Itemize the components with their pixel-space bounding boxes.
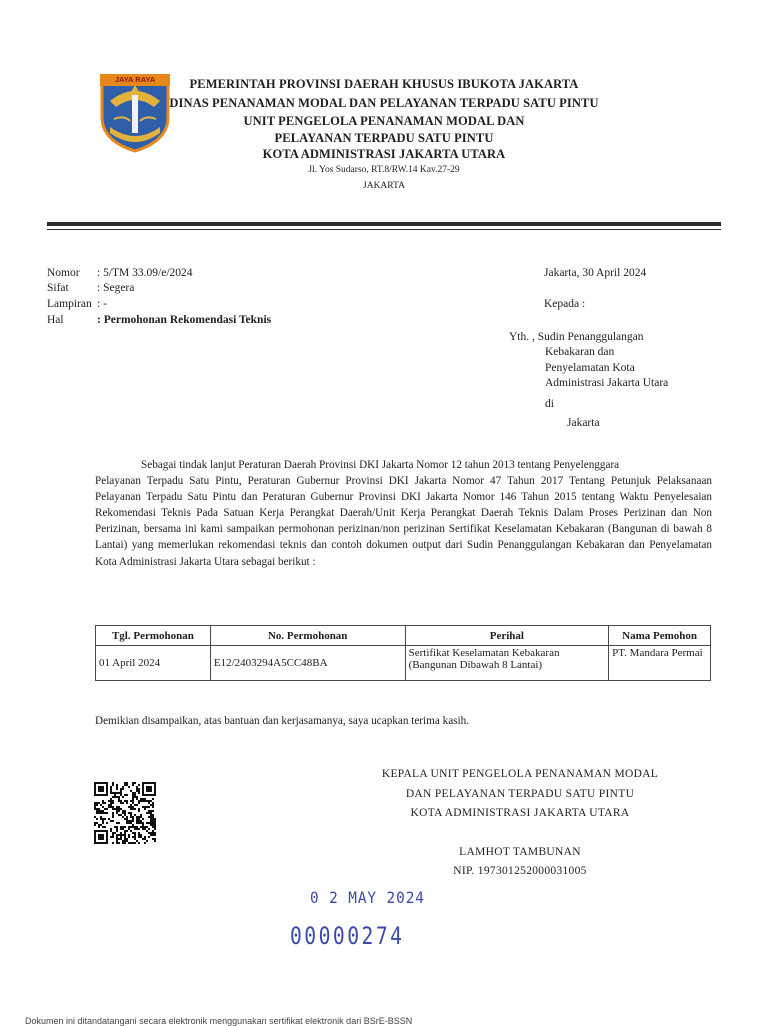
header-line-1: PEMERINTAH PROVINSI DAERAH KHUSUS IBUKOTA JAKARTA — [189, 77, 579, 91]
sifat-value: : Segera — [97, 282, 135, 294]
nomor-label: Nomor — [47, 267, 80, 279]
recipient-yth: Yth. , Sudin Penanggulangan — [509, 331, 644, 343]
recipient-line-1: Kebakaran dan — [545, 346, 615, 358]
header-line-3: UNIT PENGELOLA PENANAMAN MODAL DAN — [243, 114, 525, 128]
header-no: No. Permohonan — [210, 626, 405, 646]
header-line-2: DINAS PENANAMAN MODAL DAN PELAYANAN TERPADU SATU PINTU — [169, 96, 599, 110]
lampiran-value: : - — [97, 298, 107, 310]
nomor-value: : 5/TM 33.09/e/2024 — [97, 267, 193, 279]
table-row — [96, 646, 711, 681]
recipient-kepada: Kepada : — [544, 298, 586, 310]
logo-lettering: JAYA RAYA — [114, 75, 156, 84]
signature-line-1: KEPALA UNIT PENGELOLA PENANAMAN MODAL — [381, 768, 659, 780]
body-paragraph-first: Sebagai tindak lanjut Peraturan Daerah Provinsi DKI Jakarta Nomor 12 tahun 2013 tentang Penyelenggara — [141, 459, 620, 471]
sifat-label: Sifat — [47, 282, 69, 294]
lampiran-label: Lampiran — [47, 298, 92, 310]
hal-label: Hal — [47, 314, 64, 326]
received-date-stamp: 0 2 MAY 2024 — [310, 888, 425, 907]
signer-name: LAMHOT TAMBUNAN — [459, 846, 581, 858]
recipient-di: di — [545, 398, 554, 410]
qr-code — [94, 782, 156, 844]
header-tgl: Tgl. Permohonan — [96, 626, 211, 646]
recipient-line-3: Administrasi Jakarta Utara — [545, 377, 669, 389]
cell-nama: PT. Mandara Permai — [609, 646, 711, 681]
cell-perihal: Sertifikat Keselamatan Kebakaran (Bangunan Dibawah 8 Lantai) — [405, 646, 609, 681]
hal-value: : Permohonan Rekomendasi Teknis — [97, 314, 272, 326]
letter-date: Jakarta, 30 April 2024 — [544, 267, 647, 279]
table-header-row — [96, 626, 711, 646]
header-address: Jl. Yos Sudarso, RT.8/RW.14 Kav.27-29 — [308, 165, 460, 175]
closing-text: Demikian disampaikan, atas bantuan dan kerjasamanya, saya ucapkan terima kasih. — [95, 715, 470, 727]
header-rule-thin — [47, 229, 721, 230]
cell-tgl: 01 April 2024 — [96, 646, 211, 681]
recipient-place: Jakarta — [567, 417, 600, 429]
header-perihal: Perihal — [405, 626, 609, 646]
body-paragraph — [95, 457, 712, 570]
received-number-stamp: 00000274 — [290, 922, 405, 950]
body-paragraph-rest: Pelayanan Terpadu Satu Pintu, Peraturan Gubernur Provinsi DKI Jakarta Nomor 47 Tahun 2017 Tentang Petunjuk Pelaksanaan Pelayanan Terpadu Satu Pintu dan Peraturan Gubernur Provinsi DKI Jakarta Nomor 146 Tahun 2015 tentang Waktu Penyelesaian Rekomendasi Teknis Pada Satuan Kerja Perangkat Daerah/Unit Kerja Perangkat Daerah Teknis Dalam Proses Perizinan dan Non Perizinan, bersama ini kami sampaikan permohonan perizinan/non perizinan Sertifikat Keselamatan Kebakaran (Bangunan di bawah 8 Lantai) yang memerlukan rekomendasi teknis dan contoh dokumen output dari Sudin Penanggulangan Kebakaran dan Penyelamatan Kota Administrasi Jakarta Utara sebagai berikut : — [95, 475, 712, 568]
header-city: JAKARTA — [363, 181, 405, 191]
signer-nip: NIP. 197301252000031005 — [453, 865, 587, 877]
meta-nomor — [47, 267, 193, 281]
signature-line-3: KOTA ADMINISTRASI JAKARTA UTARA — [410, 807, 630, 819]
header-line-4: PELAYANAN TERPADU SATU PINTU — [274, 131, 494, 145]
signature-line-2: DAN PELAYANAN TERPADU SATU PINTU — [405, 788, 635, 800]
meta-lampiran — [47, 298, 107, 312]
cell-no: E12/2403294A5CC48BA — [210, 646, 405, 681]
header-line-5: KOTA ADMINISTRASI JAKARTA UTARA — [262, 147, 506, 161]
request-table — [95, 625, 711, 681]
header-rule-thick — [47, 222, 721, 226]
meta-hal — [47, 314, 271, 328]
header-nama: Nama Pemohon — [609, 626, 711, 646]
meta-sifat — [47, 282, 134, 296]
footer-note: Dokumen ini ditandatangani secara elektronik menggunakan sertifikat elektronik dari BSrE-BSSN — [25, 1016, 413, 1026]
recipient-line-2: Penyelamatan Kota — [545, 362, 635, 374]
